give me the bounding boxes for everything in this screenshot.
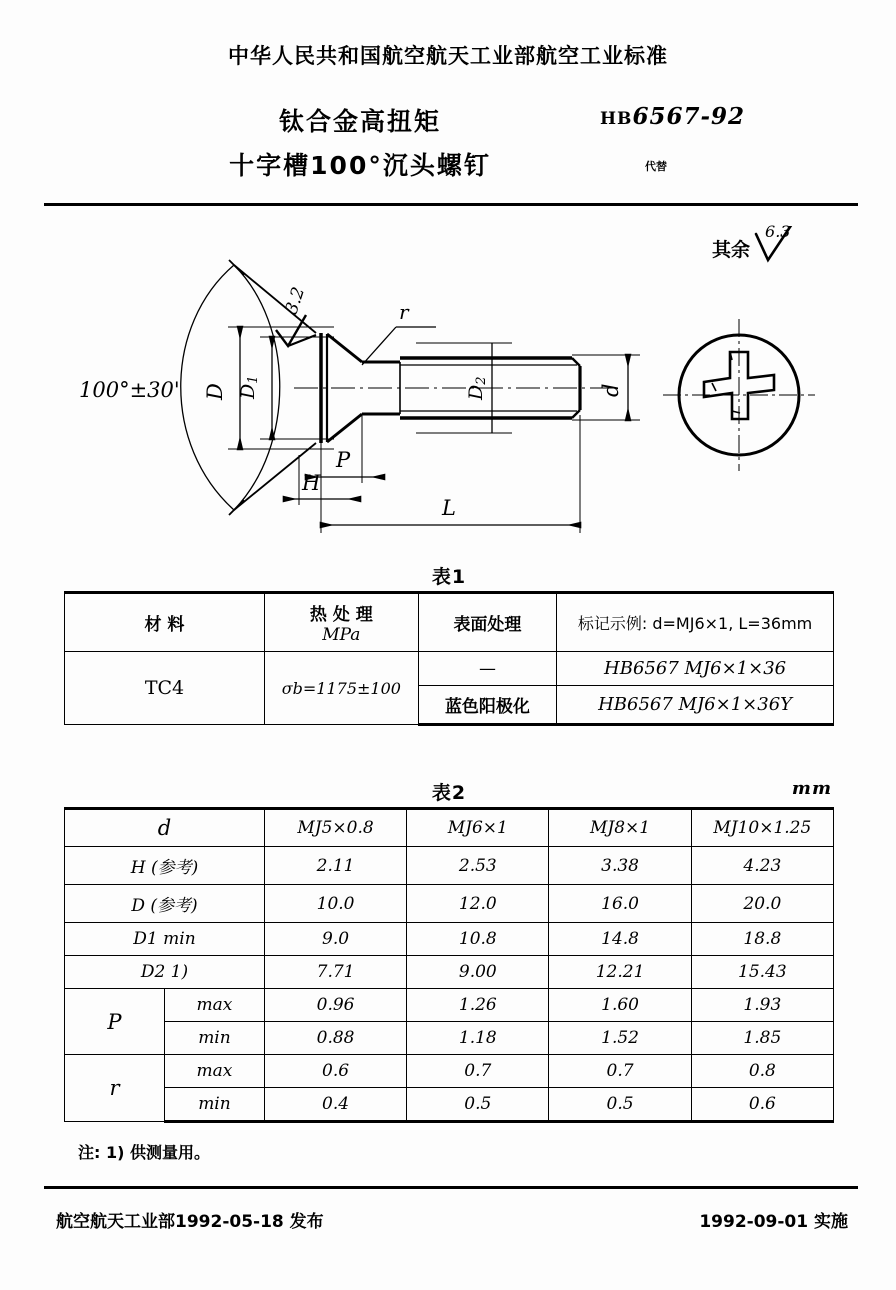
cell-D2-mj5: 7.71 bbox=[264, 956, 406, 989]
footer-issue-info: 航空航天工业部1992-05-18 发布 bbox=[56, 1212, 324, 1232]
cell-P-min-mj10: 1.85 bbox=[691, 1022, 833, 1055]
row-label-H: H (参考) bbox=[65, 847, 265, 885]
cell-P-min-mj6: 1.18 bbox=[407, 1022, 549, 1055]
row-sublabel-r-max: max bbox=[164, 1055, 264, 1088]
td-surface-anodized: 蓝色阳极化 bbox=[418, 686, 556, 725]
title-line-1: 钛合金高扭矩 bbox=[278, 107, 441, 136]
title-line-2: 十字槽100°沉头螺钉 bbox=[229, 151, 491, 180]
table-2-container bbox=[64, 778, 834, 1123]
row-sublabel-r-min: min bbox=[164, 1088, 264, 1122]
table-2 bbox=[64, 807, 834, 1123]
table-row bbox=[65, 847, 834, 885]
cell-P-min-mj8: 1.52 bbox=[549, 1022, 691, 1055]
head-finish-value: 3.2 bbox=[281, 284, 310, 317]
table-1 bbox=[64, 591, 834, 726]
dim-label-r: r bbox=[399, 300, 409, 324]
cell-r-min-mj10: 0.6 bbox=[691, 1088, 833, 1122]
cell-H-mj5: 2.11 bbox=[264, 847, 406, 885]
cell-P-max-mj10: 1.93 bbox=[691, 989, 833, 1022]
cell-D1-mj8: 14.8 bbox=[549, 923, 691, 956]
cell-r-max-mj5: 0.6 bbox=[264, 1055, 406, 1088]
cell-D2-mj6: 9.00 bbox=[407, 956, 549, 989]
standard-number-value: 6567-92 bbox=[632, 103, 746, 130]
standard-number bbox=[600, 103, 745, 130]
cell-r-max-mj8: 0.7 bbox=[549, 1055, 691, 1088]
cell-P-min-mj5: 0.88 bbox=[264, 1022, 406, 1055]
cell-D2-mj10: 15.43 bbox=[691, 956, 833, 989]
row-label-D: D (参考) bbox=[65, 885, 265, 923]
dim-label-L: L bbox=[442, 496, 456, 520]
cell-D1-mj5: 9.0 bbox=[264, 923, 406, 956]
table-row bbox=[65, 1055, 834, 1088]
table-row bbox=[65, 885, 834, 923]
table-row bbox=[65, 956, 834, 989]
cell-D1-mj10: 18.8 bbox=[691, 923, 833, 956]
row-sublabel-P-min: min bbox=[164, 1022, 264, 1055]
table-2-note: 注: 1) 供测量用。 bbox=[78, 1143, 210, 1162]
cross-recess-head-view bbox=[663, 319, 815, 471]
row-label-r: r bbox=[65, 1055, 165, 1122]
th-marking-example: 标记示例: d=MJ6×1, L=36mm bbox=[557, 593, 834, 652]
dim-label-P: P bbox=[336, 448, 351, 472]
radius-leader bbox=[362, 300, 436, 365]
header-divider bbox=[44, 203, 858, 206]
dim-label-D1: D1 bbox=[237, 375, 261, 399]
drawing-svg bbox=[44, 215, 858, 555]
th-col-mj8: MJ8×1 bbox=[549, 809, 691, 847]
cell-P-max-mj6: 1.26 bbox=[407, 989, 549, 1022]
standard-prefix: HB bbox=[600, 109, 633, 129]
td-heat-treatment-value: σb=1175±100 bbox=[264, 652, 418, 725]
table-2-caption: 表2 bbox=[431, 782, 467, 804]
dim-label-D2: D2 bbox=[465, 376, 489, 400]
dim-label-H: H bbox=[302, 471, 321, 495]
th-col-mj10: MJ10×1.25 bbox=[691, 809, 833, 847]
th-heat-treatment bbox=[264, 593, 418, 652]
cell-D-mj8: 16.0 bbox=[549, 885, 691, 923]
table-row bbox=[65, 923, 834, 956]
cell-P-max-mj8: 1.60 bbox=[549, 989, 691, 1022]
overall-finish-value: 6.3 bbox=[765, 222, 791, 241]
th-heat-treatment-label: 热 处 理 bbox=[309, 605, 373, 625]
table-row bbox=[65, 1022, 834, 1055]
table-2-header-row bbox=[65, 809, 834, 847]
th-thread-size: d bbox=[65, 809, 265, 847]
replaces-label: 代替 bbox=[645, 160, 667, 173]
cell-D2-mj8: 12.21 bbox=[549, 956, 691, 989]
row-sublabel-P-max: max bbox=[164, 989, 264, 1022]
th-material: 材 料 bbox=[65, 593, 265, 652]
cell-D1-mj6: 10.8 bbox=[407, 923, 549, 956]
cell-r-min-mj8: 0.5 bbox=[549, 1088, 691, 1122]
cell-r-min-mj5: 0.4 bbox=[264, 1088, 406, 1122]
table-1-header-row bbox=[65, 593, 834, 652]
row-label-D1: D1 min bbox=[65, 923, 265, 956]
cell-D-mj10: 20.0 bbox=[691, 885, 833, 923]
cell-H-mj10: 4.23 bbox=[691, 847, 833, 885]
table-2-unit: mm bbox=[791, 778, 832, 799]
document-title bbox=[150, 100, 570, 188]
cell-H-mj8: 3.38 bbox=[549, 847, 691, 885]
footer-effective-info: 1992-09-01 实施 bbox=[699, 1212, 848, 1232]
table-1-container bbox=[64, 562, 834, 726]
ministry-heading: 中华人民共和国航空航天工业部航空工业标准 bbox=[228, 44, 668, 68]
td-material-value: TC4 bbox=[65, 652, 265, 725]
screw-technical-drawing bbox=[44, 215, 858, 555]
dim-label-D: D bbox=[203, 383, 227, 400]
th-surface-treatment: 表面处理 bbox=[418, 593, 556, 652]
cell-D-mj5: 10.0 bbox=[264, 885, 406, 923]
table-1-row bbox=[65, 652, 834, 686]
td-marking-plain: HB6567 MJ6×1×36 bbox=[557, 652, 834, 686]
table-row bbox=[65, 1088, 834, 1122]
angle-dimension-label: 100°±30' bbox=[79, 378, 180, 402]
td-marking-anodized: HB6567 MJ6×1×36Y bbox=[557, 686, 834, 725]
overall-finish-label: 其余 bbox=[712, 239, 751, 261]
table-row bbox=[65, 989, 834, 1022]
cell-H-mj6: 2.53 bbox=[407, 847, 549, 885]
td-surface-none: — bbox=[418, 652, 556, 686]
cell-r-max-mj6: 0.7 bbox=[407, 1055, 549, 1088]
row-label-P: P bbox=[65, 989, 165, 1055]
cell-r-max-mj10: 0.8 bbox=[691, 1055, 833, 1088]
cell-P-max-mj5: 0.96 bbox=[264, 989, 406, 1022]
footer-divider bbox=[44, 1186, 858, 1189]
th-col-mj5: MJ5×0.8 bbox=[264, 809, 406, 847]
th-col-mj6: MJ6×1 bbox=[407, 809, 549, 847]
dim-label-d: d bbox=[599, 383, 623, 397]
th-heat-unit: MPa bbox=[322, 625, 361, 645]
row-label-D2: D2 1) bbox=[65, 956, 265, 989]
cell-r-min-mj6: 0.5 bbox=[407, 1088, 549, 1122]
table-2-caption-row bbox=[64, 778, 834, 805]
table-1-caption: 表1 bbox=[431, 566, 467, 588]
cell-D-mj6: 12.0 bbox=[407, 885, 549, 923]
